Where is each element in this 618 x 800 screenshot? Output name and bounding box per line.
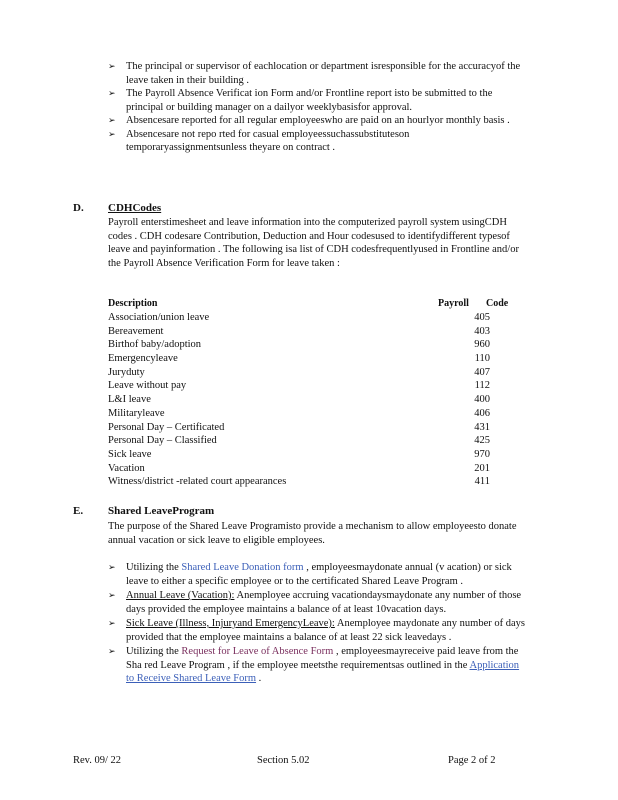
table-row xyxy=(108,462,508,476)
section-e-paragraph: The purpose of the Shared Leave Programisto provide a mechanism to allow employeesto donate annual vacation or sick leave to eligible employees. xyxy=(108,521,517,546)
request-for-leave-form-link[interactable]: Request for Leave of Absence Form xyxy=(181,646,334,657)
list-item xyxy=(108,561,528,588)
arrow-bullet-icon: ➢ xyxy=(108,61,116,71)
list-item xyxy=(108,60,528,87)
bullet-text: Utilizing the xyxy=(126,646,182,657)
section-d-paragraph: Payroll enterstimesheet and leave information into the computerized payroll system usingCDH codes . CDH codesare Contribution, Deduction and Hour codesused to identifydifferent typesof leave and payinformation . The following isa list of CDH codesfrequentlyused in Frontline and/or the Payroll Absence Verification Form for leave taken : xyxy=(108,217,519,269)
row-description: Juryduty xyxy=(108,366,145,378)
row-code: 407 xyxy=(474,366,490,378)
table-row xyxy=(108,325,508,339)
row-code: 112 xyxy=(474,380,490,392)
sick-leave-label: Sick Leave (Illness, Injuryand EmergencyLeave): xyxy=(126,618,335,629)
row-description: Emergencyleave xyxy=(108,353,178,365)
table-row xyxy=(108,448,508,462)
bullet-text: , employeesmayreceive paid leave from the Sha red Leave Program , if the employee meetsthe requirementsas outlined in the xyxy=(126,646,519,671)
list-item xyxy=(108,617,528,644)
footer-page-number: Page 2 of 2 xyxy=(448,755,496,766)
row-code: 400 xyxy=(474,394,490,406)
bullet-text: The principal or supervisor of eachlocation or department isresponsible for the accuracyof the leave taken in their building . xyxy=(126,61,521,86)
table-row xyxy=(108,393,508,407)
section-d-letter: D. xyxy=(73,202,84,214)
list-item xyxy=(108,645,528,686)
row-description: Association/union leave xyxy=(108,312,210,323)
table-row xyxy=(108,352,508,366)
row-description: Personal Day – Certificated xyxy=(108,421,225,433)
application-to-receive-shared-leave-form-link[interactable]: Application to Receive Shared Leave Form xyxy=(126,659,520,684)
annual-leave-label: Annual Leave (Vacation): xyxy=(126,590,235,601)
bullet-text: . xyxy=(256,673,262,684)
arrow-bullet-icon: ➢ xyxy=(108,646,116,656)
arrow-bullet-icon: ➢ xyxy=(108,618,116,628)
list-item xyxy=(108,114,528,128)
row-code: 201 xyxy=(474,462,490,474)
arrow-bullet-icon: ➢ xyxy=(108,88,116,98)
row-code: 411 xyxy=(474,476,490,488)
table-header xyxy=(108,297,508,311)
row-code: 960 xyxy=(474,339,490,351)
row-description: Bereavement xyxy=(108,325,164,337)
row-code: 431 xyxy=(474,421,490,433)
arrow-bullet-icon: ➢ xyxy=(108,128,116,139)
row-code: 425 xyxy=(474,435,490,447)
table-row xyxy=(108,366,508,380)
arrow-bullet-icon: ➢ xyxy=(108,590,116,600)
section-e-bullet-list xyxy=(108,561,528,686)
list-item xyxy=(108,87,528,114)
table-row xyxy=(108,338,508,352)
list-item xyxy=(108,128,528,155)
header-payroll: Payroll xyxy=(438,298,469,309)
table-row xyxy=(108,311,508,325)
row-code: 110 xyxy=(474,353,490,365)
footer-section: Section 5.02 xyxy=(257,755,310,766)
row-code: 403 xyxy=(474,325,490,337)
bullet-text: The Payroll Absence Verificat ion Form and/or Frontline report isto be submitted to the principal or building manager on a dailyor weeklybasisfor approval. xyxy=(126,88,493,113)
row-code: 406 xyxy=(474,407,490,419)
footer-revision: Rev. 09/ 22 xyxy=(73,755,122,766)
bullet-text: Absencesare reported for all regular employeeswho are paid on an hourlyor monthly basis . xyxy=(126,115,510,126)
list-item xyxy=(108,589,528,616)
row-code: 970 xyxy=(474,448,490,460)
bullet-text: Utilizing the xyxy=(126,562,182,573)
table-row xyxy=(108,475,508,489)
row-code: 405 xyxy=(474,312,490,323)
row-description: Personal Day – Classified xyxy=(108,435,217,447)
section-e-title: Shared LeaveProgram xyxy=(108,505,215,517)
row-description: Militaryleave xyxy=(108,407,165,419)
table-row xyxy=(108,434,508,448)
bullet-text: Absencesare not repo rted for casual employeessuchassubstituteson temporaryassignmentsunless theyare on contract . xyxy=(126,128,410,153)
row-description: Witness/district -related court appearances xyxy=(108,476,287,488)
row-description: L&I leave xyxy=(108,394,151,406)
row-description: Sick leave xyxy=(108,448,152,460)
cdh-codes-table xyxy=(108,297,508,489)
bullet-text: , employeesmaydonate annual (v acation) or sick leave to either a specific employee or to the certificated Shared Leave Program . xyxy=(126,562,512,587)
header-code: Code xyxy=(486,298,509,309)
table-row xyxy=(108,407,508,421)
header-description: Description xyxy=(108,298,158,309)
arrow-bullet-icon: ➢ xyxy=(108,115,116,125)
section-d-title: CDHCodes xyxy=(108,202,162,214)
table-row xyxy=(108,379,508,393)
arrow-bullet-icon: ➢ xyxy=(108,562,116,572)
row-description: Birthof baby/adoption xyxy=(108,339,202,351)
bullet-text: Anemployee accruing vacationdaysmaydonate any number of those days provided the employee maintains a balance of at least 10vacation days. xyxy=(126,590,522,615)
table-body xyxy=(108,311,508,489)
bullet-text: Anemployee maydonate any number of days provided that the employee maintains a balance of at least 22 sick leavedays . xyxy=(126,618,525,643)
table-row xyxy=(108,421,508,435)
section-e-letter: E. xyxy=(73,505,84,517)
row-description: Vacation xyxy=(108,462,145,474)
top-bullet-list xyxy=(108,60,528,155)
row-description: Leave without pay xyxy=(108,380,187,392)
shared-leave-donation-form-link[interactable]: Shared Leave Donation form xyxy=(181,562,304,573)
